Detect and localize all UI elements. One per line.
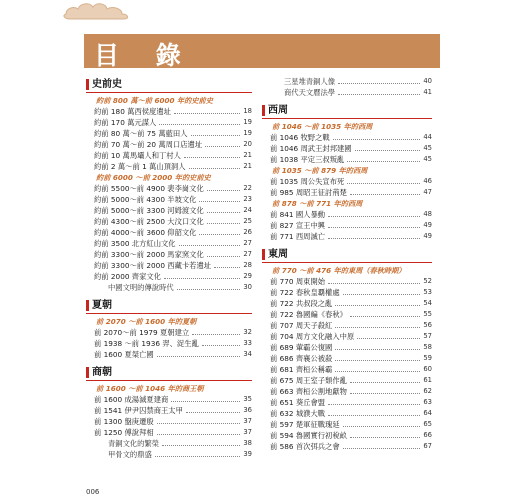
toc-leader-dots	[184, 157, 240, 158]
toc-leader-dots	[343, 426, 421, 427]
toc-entry[interactable]	[86, 405, 252, 416]
toc-entry-title: 前 1038 平定三叔叛亂	[270, 155, 345, 164]
toc-leader-dots	[335, 360, 420, 361]
toc-entry-title: 約前 2000 齊家文化	[94, 272, 161, 281]
toc-leader-dots	[343, 448, 421, 449]
toc-leader-dots	[157, 423, 241, 424]
toc-entry-title: 前 586 首次弭兵之會	[270, 442, 340, 451]
toc-entry-page: 26	[243, 228, 252, 236]
toc-entry[interactable]	[262, 386, 432, 397]
toc-entry[interactable]	[262, 143, 432, 154]
toc-entry[interactable]	[86, 227, 252, 238]
section-subheading: 前 878 ～前 771 年的西周	[272, 199, 363, 208]
toc-entry-page: 49	[423, 232, 432, 240]
toc-entry[interactable]	[262, 298, 432, 309]
toc-entry-title: 約前 5000～前 3300 河姆渡文化	[94, 206, 204, 215]
toc-entry[interactable]	[86, 449, 252, 460]
toc-entry[interactable]	[262, 76, 432, 87]
toc-leader-dots	[335, 305, 420, 306]
toc-entry-title: 前 1035 周公失宣布死	[270, 177, 345, 186]
section-heading: 西周	[262, 104, 432, 119]
toc-left-column	[86, 78, 252, 466]
toc-entry-page: 35	[243, 395, 252, 403]
toc-entry-page: 60	[423, 365, 432, 373]
toc-entry-title: 約前 10 萬馬壩人和丁村人	[94, 151, 181, 160]
toc-entry-title: 前 722 春秋皇覇權處	[270, 288, 340, 297]
toc-entry-page: 30	[243, 283, 252, 291]
toc-entry[interactable]	[86, 338, 252, 349]
page-number: 006	[86, 488, 100, 496]
toc-entry-page: 47	[423, 188, 432, 196]
toc-right-column	[262, 78, 432, 458]
toc-leader-dots	[155, 456, 241, 457]
toc-entry-page: 23	[243, 195, 252, 203]
toc-entry-title: 前 681 齊桓公稱霸	[270, 365, 333, 374]
toc-entry[interactable]	[86, 394, 252, 405]
toc-leader-dots	[343, 294, 421, 295]
toc-entry-page: 18	[243, 107, 252, 115]
toc-entry[interactable]	[86, 438, 252, 449]
toc-entry-page: 19	[243, 129, 252, 137]
toc-entry-title: 約前 180 萬西侯度遺址	[94, 107, 171, 116]
toc-entry-title: 前 632 城濮大戰	[270, 409, 326, 418]
toc-leader-dots	[179, 245, 241, 246]
toc-leader-dots	[186, 412, 240, 413]
toc-leader-dots	[162, 445, 240, 446]
toc-entry[interactable]	[262, 132, 432, 143]
toc-leader-dots	[350, 316, 420, 317]
toc-entry-title: 約前 80 萬～前 75 萬藍田人	[94, 129, 188, 138]
toc-entry-page: 49	[423, 221, 432, 229]
toc-entry-title: 前 1250 傅說拜相	[94, 428, 154, 437]
toc-leader-dots	[350, 393, 420, 394]
toc-entry[interactable]	[262, 353, 432, 364]
toc-entry[interactable]	[86, 161, 252, 172]
toc-leader-dots	[205, 146, 240, 147]
toc-entry-title: 前 1938 ～前 1936 羿、浞生亂	[94, 339, 199, 348]
toc-leader-dots	[192, 334, 240, 335]
cloud-ornament-icon	[62, 0, 132, 20]
toc-entry-page: 37	[243, 428, 252, 436]
toc-entry-title: 前 675 周王室子頹作亂	[270, 376, 347, 385]
toc-entry-page: 62	[423, 387, 432, 395]
toc-entry-title: 前 1046 牧野之戰	[270, 133, 330, 142]
toc-entry-page: 57	[423, 332, 432, 340]
toc-leader-dots	[350, 194, 420, 195]
toc-entry-page: 34	[243, 350, 252, 358]
toc-leader-dots	[328, 283, 420, 284]
toc-entry[interactable]	[262, 441, 432, 452]
toc-entry[interactable]	[86, 205, 252, 216]
toc-entry-title: 約前 2 萬～前 1 萬山頂洞人	[94, 162, 186, 171]
toc-entry-title: 約前 4000～前 3600 仰韶文化	[94, 228, 197, 237]
toc-leader-dots	[350, 437, 420, 438]
toc-entry-page: 36	[243, 406, 252, 414]
toc-entry-page: 48	[423, 210, 432, 218]
toc-entry-page: 67	[423, 442, 432, 450]
toc-leader-dots	[207, 212, 241, 213]
toc-leader-dots	[157, 356, 241, 357]
section-subheading: 約前 800 萬～前 6000 年的史前史	[96, 96, 213, 105]
section-subheading: 前 2070 ～前 1600 年的夏朝	[96, 317, 197, 326]
section-subheading: 前 1035 ～前 879 年的西周	[272, 166, 368, 175]
toc-leader-dots	[328, 216, 420, 217]
toc-entry[interactable]	[86, 282, 252, 293]
toc-entry[interactable]	[86, 271, 252, 282]
toc-entry-page: 59	[423, 354, 432, 362]
toc-entry-page: 66	[423, 431, 432, 439]
toc-entry[interactable]	[262, 309, 432, 320]
section-heading: 夏朝	[86, 299, 252, 314]
toc-entry-title: 前 827 宣王中興	[270, 221, 326, 230]
toc-leader-dots	[328, 404, 420, 405]
toc-entry-page: 40	[423, 77, 432, 85]
toc-entry[interactable]	[86, 194, 252, 205]
toc-entry-page: 37	[243, 417, 252, 425]
toc-leader-dots	[199, 201, 240, 202]
toc-entry-title: 前 594 魯國實行初稅畝	[270, 431, 347, 440]
section-subheading: 約前 6000 ～前 2000 年的史前史	[96, 173, 211, 182]
toc-entry-title: 前 663 齊桓公割地獻物	[270, 387, 347, 396]
toc-entry-page: 33	[243, 339, 252, 347]
toc-entry-page: 38	[243, 439, 252, 447]
toc-entry-title: 前 1300 盤庚遷殷	[94, 417, 154, 426]
toc-leader-dots	[177, 289, 241, 290]
toc-entry-page: 41	[423, 88, 432, 96]
toc-entry[interactable]	[262, 430, 432, 441]
toc-entry-page: 45	[423, 155, 432, 163]
toc-leader-dots	[207, 256, 241, 257]
toc-entry[interactable]	[262, 375, 432, 386]
toc-entry-page: 27	[243, 239, 252, 247]
section-subheading: 前 1600 ～前 1046 年的商王朝	[96, 384, 204, 393]
toc-entry-title: 約前 70 萬～前 20 萬周口店遺址	[94, 140, 203, 149]
toc-entry[interactable]	[86, 183, 252, 194]
toc-section	[262, 248, 432, 452]
toc-entry[interactable]	[262, 342, 432, 353]
toc-section	[86, 366, 252, 460]
toc-entry[interactable]	[86, 327, 252, 338]
toc-entry-title: 前 771 西周滅亡	[270, 232, 326, 241]
toc-entry[interactable]	[262, 220, 432, 231]
toc-entry-page: 27	[243, 250, 252, 258]
toc-entry-page: 39	[243, 450, 252, 458]
toc-entry-page: 29	[243, 272, 252, 280]
toc-entry[interactable]	[262, 87, 432, 98]
toc-entry-title: 前 770 周東開始	[270, 277, 326, 286]
toc-entry-page: 28	[243, 261, 252, 269]
toc-entry-title: 前 1046 周武王封邦建國	[270, 144, 352, 153]
toc-leader-dots	[189, 168, 241, 169]
toc-entry[interactable]	[86, 128, 252, 139]
toc-entry[interactable]	[86, 349, 252, 360]
toc-leader-dots	[347, 161, 420, 162]
toc-entry[interactable]	[262, 276, 432, 287]
toc-entry-page: 20	[243, 140, 252, 148]
toc-entry-title: 前 651 葵丘會盟	[270, 398, 326, 407]
toc-leader-dots	[335, 371, 420, 372]
toc-section	[86, 299, 252, 360]
toc-leader-dots	[157, 434, 241, 435]
toc-entry[interactable]	[86, 117, 252, 128]
toc-entry-page: 21	[243, 162, 252, 170]
toc-entry-page: 32	[243, 328, 252, 336]
toc-entry-page: 63	[423, 398, 432, 406]
toc-entry-page: 55	[423, 310, 432, 318]
toc-entry-title: 中國文明的傳說時代	[108, 283, 174, 292]
toc-leader-dots	[335, 349, 420, 350]
toc-section	[86, 78, 252, 293]
toc-leader-dots	[333, 139, 421, 140]
toc-entry-title: 約前 3500 北方紅山文化	[94, 239, 176, 248]
toc-entry-page: 54	[423, 299, 432, 307]
toc-leader-dots	[335, 327, 420, 328]
toc-entry-page: 22	[243, 184, 252, 192]
toc-entry-page: 64	[423, 409, 432, 417]
toc-entry-title: 約前 4300～前 2500 大汶口文化	[94, 217, 204, 226]
toc-entry[interactable]	[262, 364, 432, 375]
toc-entry-title: 前 985 周昭王征討荊楚	[270, 188, 347, 197]
toc-entry[interactable]	[262, 408, 432, 419]
toc-entry-title: 前 1541 伊尹囚禁商王太甲	[94, 406, 183, 415]
toc-entry-page: 58	[423, 343, 432, 351]
toc-entry[interactable]	[262, 154, 432, 165]
toc-entry-page: 53	[423, 288, 432, 296]
toc-entry-title: 前 686 齊襄公被殺	[270, 354, 333, 363]
toc-entry-page: 24	[243, 206, 252, 214]
toc-entry-page: 52	[423, 277, 432, 285]
toc-entry[interactable]	[86, 427, 252, 438]
toc-leader-dots	[347, 183, 420, 184]
toc-entry-page: 25	[243, 217, 252, 225]
section-heading: 史前史	[86, 78, 252, 93]
toc-entry-title: 商代天文曆法學	[284, 88, 336, 97]
toc-entry-title: 前 1600 夏桀亡國	[94, 350, 154, 359]
toc-entry-page: 56	[423, 321, 432, 329]
section-subheading: 前 770 ～前 476 年的東周（春秋時期）	[272, 266, 406, 275]
toc-leader-dots	[338, 83, 420, 84]
toc-entry-title: 前 597 楚軍征戰瑰延	[270, 420, 340, 429]
page-title: 目 錄	[94, 41, 195, 70]
section-heading: 東周	[262, 248, 432, 263]
toc-entry-page: 65	[423, 420, 432, 428]
toc-entry-title: 約前 3300～前 2000 馬家窯文化	[94, 250, 204, 259]
toc-entry-title: 前 707 周天子殺紅	[270, 321, 333, 330]
toc-leader-dots	[338, 94, 420, 95]
toc-leader-dots	[350, 382, 420, 383]
toc-entry-title: 約前 5500～前 4900 裴李崗文化	[94, 184, 204, 193]
toc-entry-page: 61	[423, 376, 432, 384]
toc-leader-dots	[199, 234, 240, 235]
toc-entry-title: 前 722 共叔段之亂	[270, 299, 333, 308]
toc-entry-title: 前 722 魯國編《春秋》	[270, 310, 347, 319]
toc-leader-dots	[328, 238, 420, 239]
toc-entry[interactable]	[262, 419, 432, 430]
toc-leader-dots	[174, 113, 240, 114]
toc-entry[interactable]	[262, 209, 432, 220]
toc-entry-page: 46	[423, 177, 432, 185]
toc-entry[interactable]	[86, 106, 252, 117]
toc-leader-dots	[202, 345, 241, 346]
toc-entry-title: 前 1600 成湯滅夏建商	[94, 395, 169, 404]
toc-leader-dots	[328, 415, 420, 416]
toc-entry[interactable]	[262, 320, 432, 331]
toc-leader-dots	[355, 150, 421, 151]
toc-entry-page: 19	[243, 118, 252, 126]
toc-leader-dots	[214, 267, 240, 268]
toc-entry[interactable]	[86, 238, 252, 249]
toc-entry[interactable]	[262, 176, 432, 187]
toc-entry[interactable]	[262, 397, 432, 408]
toc-entry-title: 約前 5000～前 4300 半坡文化	[94, 195, 197, 204]
toc-entry[interactable]	[86, 260, 252, 271]
toc-entry[interactable]	[86, 216, 252, 227]
toc-entry-title: 約前 3300～前 2000 西藏卡若遺址	[94, 261, 212, 270]
toc-entry-title: 前 704 周方文化融入中原	[270, 332, 355, 341]
toc-entry-title: 前 841 國人暴動	[270, 210, 326, 219]
toc-entry-page: 21	[243, 151, 252, 159]
toc-section	[262, 104, 432, 242]
toc-leader-dots	[171, 401, 240, 402]
toc-leader-dots	[164, 278, 240, 279]
toc-entry[interactable]	[262, 331, 432, 342]
section-subheading: 前 1046 ～前 1035 年的西周	[272, 122, 373, 131]
toc-leader-dots	[207, 223, 241, 224]
toc-entry-page: 45	[423, 144, 432, 152]
toc-entry[interactable]	[262, 231, 432, 242]
toc-entry[interactable]	[262, 287, 432, 298]
toc-entry-title: 青銅文化的繁榮	[108, 439, 160, 448]
toc-leader-dots	[328, 227, 420, 228]
toc-entry[interactable]	[86, 416, 252, 427]
toc-entry[interactable]	[86, 139, 252, 150]
toc-leader-dots	[159, 124, 240, 125]
toc-entry[interactable]	[262, 187, 432, 198]
toc-entry-title: 前 2070～前 1979 夏朝建立	[94, 328, 190, 337]
title-banner	[84, 34, 440, 68]
section-heading: 商朝	[86, 366, 252, 381]
toc-leader-dots	[357, 338, 420, 339]
toc-entry-page: 44	[423, 133, 432, 141]
toc-entry[interactable]	[86, 150, 252, 161]
toc-entry-title: 甲骨文的鼎盛	[108, 450, 152, 459]
toc-entry[interactable]	[86, 249, 252, 260]
toc-leader-dots	[191, 135, 241, 136]
toc-entry-title: 約前 170 萬元謀人	[94, 118, 157, 127]
toc-leader-dots	[207, 190, 241, 191]
toc-continued-entries	[262, 76, 432, 98]
toc-entry-title: 前 689 葷霸公復國	[270, 343, 333, 352]
toc-entry-title: 三星堆青銅人像	[284, 77, 336, 86]
